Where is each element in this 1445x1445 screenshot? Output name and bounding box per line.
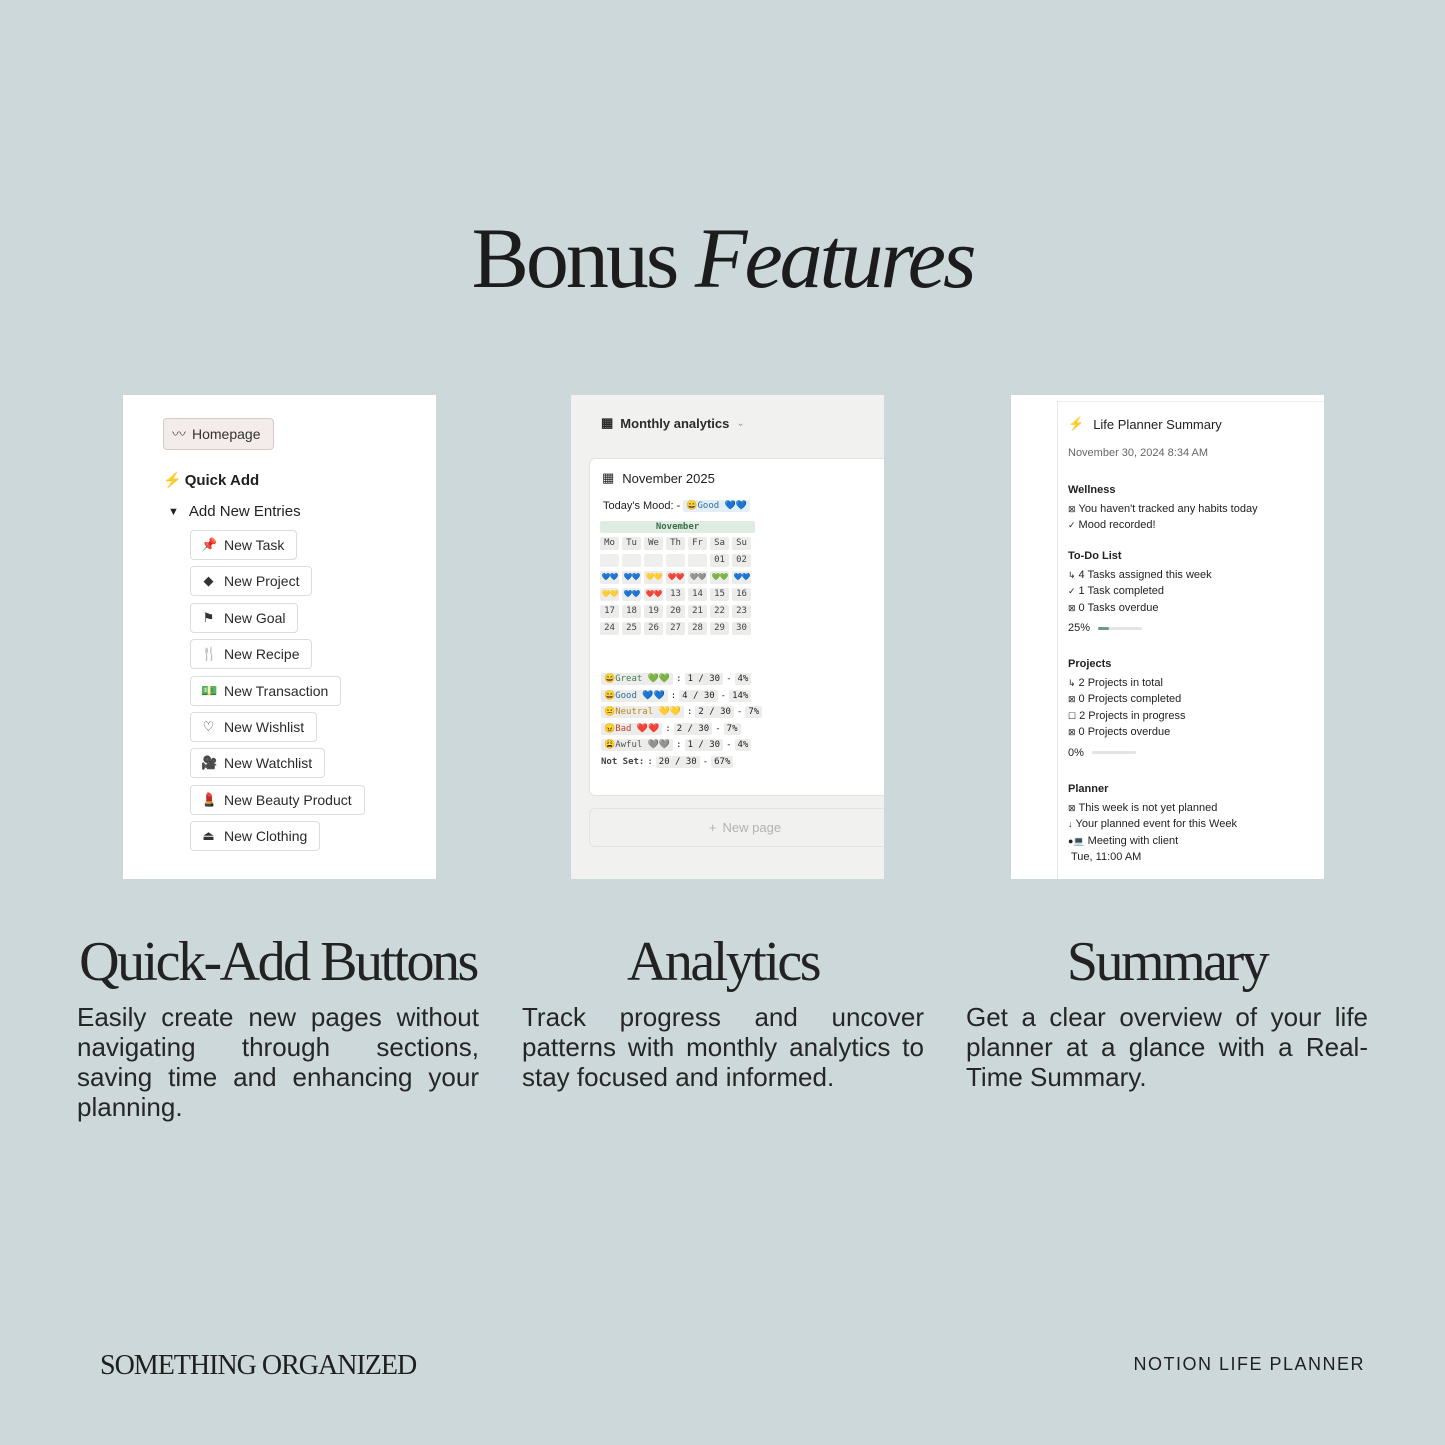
lightning-icon: ⚡ bbox=[163, 472, 182, 489]
mood-calendar bbox=[600, 521, 755, 635]
quick-add-button-label: New Watchlist bbox=[224, 755, 313, 772]
separator: - bbox=[726, 674, 732, 685]
projects-row-text: 2 Projects in progress bbox=[1079, 709, 1186, 722]
calendar-day: ❤️❤️ bbox=[644, 588, 663, 601]
status-icon: ⊠ bbox=[1068, 694, 1076, 704]
calendar-day: 💛💛 bbox=[600, 588, 619, 601]
projects-row-text: 2 Projects in total bbox=[1078, 676, 1163, 689]
mood-stat-count: 1 / 30 bbox=[685, 739, 724, 751]
calendar-icon: ▦ bbox=[601, 415, 614, 430]
product-name: NOTION LIFE PLANNER bbox=[1133, 1354, 1365, 1374]
quick-add-button[interactable] bbox=[190, 603, 298, 633]
progress-label: 0% bbox=[1068, 746, 1084, 759]
mood-value: 😄Good 💙💙 bbox=[683, 500, 750, 512]
progress-track bbox=[1098, 627, 1142, 630]
mood-stat-label: 😐Neutral 💛💛 bbox=[601, 706, 684, 718]
analytics-page-card[interactable] bbox=[589, 458, 884, 796]
calendar-day: 22 bbox=[710, 605, 729, 618]
planner-row bbox=[1068, 833, 1237, 850]
separator: : bbox=[670, 690, 677, 701]
separator: : bbox=[676, 740, 682, 751]
new-page-label: New page bbox=[722, 820, 782, 835]
planner-row bbox=[1068, 800, 1237, 817]
camera-icon: 🎥 bbox=[201, 755, 218, 771]
todo-row bbox=[1068, 567, 1212, 584]
calendar-day: 20 bbox=[666, 605, 685, 618]
status-icon: ⊠ bbox=[1068, 503, 1076, 514]
calendar-day bbox=[622, 554, 641, 567]
projects-row bbox=[1068, 724, 1185, 741]
todo-section bbox=[1068, 548, 1212, 637]
separator: - bbox=[720, 690, 727, 701]
progress-track bbox=[1092, 751, 1136, 754]
quick-add-button[interactable] bbox=[190, 821, 320, 851]
shapes-icon: ◆ bbox=[203, 573, 214, 589]
calendar-month: November bbox=[600, 521, 755, 533]
view-label: Monthly analytics bbox=[620, 415, 730, 431]
todo-row-text: 0 Tasks overdue bbox=[1078, 601, 1159, 614]
weekday-header: Su bbox=[732, 537, 751, 550]
mood-stat-percent: 67% bbox=[711, 756, 733, 768]
calendar-day: 24 bbox=[600, 622, 619, 635]
planner-row-text: This week is not yet planned bbox=[1078, 801, 1218, 814]
status-icon: ✓ bbox=[1068, 520, 1076, 530]
calendar-day: 26 bbox=[644, 622, 663, 635]
projects-row bbox=[1068, 675, 1185, 692]
quick-add-button-label: New Recipe bbox=[224, 646, 300, 663]
quick-add-heading bbox=[163, 471, 259, 489]
projects-progress bbox=[1068, 745, 1185, 762]
calendar-day: 🩶🩶 bbox=[688, 571, 707, 584]
todo-row-text: 4 Tasks assigned this week bbox=[1078, 568, 1212, 581]
calendar-day bbox=[666, 554, 685, 567]
quick-add-button[interactable] bbox=[190, 676, 341, 706]
page-title-text: November 2025 bbox=[622, 470, 715, 486]
mood-stat-count: 2 / 30 bbox=[695, 706, 734, 718]
status-icon: ⊠ bbox=[1068, 727, 1076, 737]
weekday-header: Mo bbox=[600, 537, 619, 550]
mood-stat-row bbox=[601, 721, 762, 738]
quick-add-button-label: New Transaction bbox=[224, 682, 329, 699]
wave-icon: 〰 bbox=[172, 426, 186, 442]
summary-date: November 30, 2024 8:34 AM bbox=[1068, 447, 1209, 459]
calendar-day: 02 bbox=[732, 554, 751, 567]
separator: : bbox=[676, 674, 682, 685]
status-icon: ☐ bbox=[1068, 710, 1077, 721]
homepage-label: Homepage bbox=[192, 426, 261, 442]
weekday-header: Fr bbox=[688, 537, 707, 550]
weekday-header: Tu bbox=[622, 537, 641, 550]
view-selector[interactable] bbox=[601, 415, 745, 431]
homepage-link[interactable] bbox=[163, 418, 274, 450]
calendar-day: 18 bbox=[622, 605, 641, 618]
status-icon: ↳ bbox=[1068, 677, 1076, 688]
mood-stat-percent: 7% bbox=[724, 723, 741, 735]
calendar-grid bbox=[600, 537, 755, 635]
wellness-heading: Wellness bbox=[1068, 484, 1116, 496]
quick-add-button[interactable] bbox=[190, 785, 365, 815]
page-title bbox=[0, 208, 1445, 308]
quick-add-button[interactable] bbox=[190, 530, 297, 560]
feature-title-analytics: Analytics bbox=[626, 931, 820, 993]
mood-stat-count: 4 / 30 bbox=[679, 690, 718, 702]
plus-icon: + bbox=[708, 820, 717, 835]
weekday-header: We bbox=[644, 537, 663, 550]
todo-row bbox=[1068, 600, 1212, 617]
mood-stat-count: 2 / 30 bbox=[674, 723, 713, 735]
mood-stat-percent: 14% bbox=[729, 690, 751, 702]
projects-heading: Projects bbox=[1068, 658, 1112, 670]
status-icon: ●💻 bbox=[1068, 835, 1085, 846]
title-part-regular: Bonus bbox=[471, 209, 677, 306]
calendar-day: 17 bbox=[600, 605, 619, 618]
calendar-day: 15 bbox=[710, 588, 729, 601]
todo-progress bbox=[1068, 620, 1212, 637]
heart-icon: ♡ bbox=[202, 719, 215, 734]
wellness-row-text: You haven't tracked any habits today bbox=[1078, 502, 1258, 515]
analytics-screenshot bbox=[571, 395, 884, 879]
calendar-day bbox=[688, 554, 707, 567]
mood-stat-label: 😄Good 💙💙 bbox=[601, 690, 668, 702]
separator: - bbox=[715, 723, 721, 734]
hanger-icon: ⏏ bbox=[202, 828, 215, 844]
status-icon: ↳ bbox=[1068, 569, 1076, 580]
weekday-header: Sa bbox=[710, 537, 729, 550]
quick-add-button[interactable] bbox=[190, 748, 325, 778]
separator: - bbox=[726, 740, 732, 751]
summary-panel bbox=[1057, 401, 1324, 879]
pin-icon: 📌 bbox=[201, 537, 218, 552]
quick-add-button-label: New Beauty Product bbox=[224, 791, 352, 808]
wellness-row bbox=[1068, 517, 1258, 534]
todo-row-text: 1 Task completed bbox=[1078, 585, 1164, 597]
planner-row-text: Tue, 11:00 AM bbox=[1071, 851, 1142, 863]
progress-label: 25% bbox=[1068, 622, 1091, 634]
quick-add-button-label: New Task bbox=[224, 537, 285, 553]
mood-stat-row bbox=[601, 754, 762, 771]
calendar-day: 💛💛 bbox=[644, 571, 663, 584]
calendar-day: 💚💚 bbox=[710, 571, 729, 584]
planner-section bbox=[1068, 781, 1237, 866]
projects-row bbox=[1068, 708, 1185, 725]
new-page-button[interactable] bbox=[589, 808, 884, 847]
mood-stat-percent: 4% bbox=[735, 739, 752, 751]
planner-row bbox=[1068, 849, 1237, 866]
quick-add-button[interactable] bbox=[190, 712, 317, 742]
wellness-row-text: Mood recorded! bbox=[1078, 519, 1156, 531]
mood-stat-label: 😠Bad ❤️❤️ bbox=[601, 723, 662, 735]
calendar-day: 21 bbox=[688, 605, 707, 618]
todo-heading: To-Do List bbox=[1068, 550, 1122, 562]
calendar-day: ❤️❤️ bbox=[666, 571, 685, 584]
separator: : bbox=[686, 707, 693, 718]
feature-desc-summary: Get a clear overview of your life planner at a glance with a Real-Time Summary. bbox=[966, 1002, 1368, 1092]
calendar-day: 27 bbox=[666, 622, 685, 635]
calendar-day: 25 bbox=[622, 622, 641, 635]
quick-add-button-label: New Project bbox=[224, 573, 300, 590]
calendar-day: 💙💙 bbox=[622, 571, 641, 584]
calendar-day: 💙💙 bbox=[622, 588, 641, 601]
mood-stat-count: 1 / 30 bbox=[685, 673, 724, 685]
calendar-day: 💙💙 bbox=[600, 571, 619, 584]
analytics-page-title bbox=[602, 470, 715, 486]
calendar-day: 13 bbox=[666, 588, 685, 601]
planner-heading: Planner bbox=[1068, 783, 1109, 795]
mood-label: Today's Mood: - bbox=[603, 500, 681, 512]
mood-stats bbox=[601, 671, 762, 770]
calendar-day: 28 bbox=[688, 622, 707, 635]
mood-stat-row bbox=[601, 737, 762, 754]
feature-desc-quickadd: Easily create new pages without navigating through sections, saving time and enhancing your planning. bbox=[77, 1002, 479, 1122]
quick-add-screenshot bbox=[123, 395, 436, 879]
mood-stat-count: 20 / 30 bbox=[656, 756, 700, 768]
mood-stat-row bbox=[601, 704, 762, 721]
feature-desc-analytics: Track progress and uncover patterns with monthly analytics to stay focused and informed. bbox=[522, 1002, 924, 1092]
feature-title-quickadd: Quick-Add Buttons bbox=[79, 931, 477, 993]
separator: - bbox=[702, 756, 709, 767]
summary-title bbox=[1068, 416, 1222, 432]
today-mood bbox=[603, 500, 750, 512]
summary-title-text: Life Planner Summary bbox=[1093, 416, 1222, 432]
money-icon: 💵 bbox=[201, 682, 218, 698]
mood-stat-percent: 7% bbox=[745, 706, 762, 718]
mood-stat-label: 😄Great 💚💚 bbox=[601, 673, 673, 685]
progress-fill bbox=[1098, 627, 1109, 630]
flag-icon: ⚑ bbox=[202, 609, 215, 625]
mood-stat-row bbox=[601, 688, 762, 705]
status-icon: ↓ bbox=[1068, 819, 1073, 829]
add-new-entries-toggle[interactable] bbox=[168, 503, 301, 520]
title-part-italic: Features bbox=[694, 209, 974, 306]
wellness-row bbox=[1068, 501, 1258, 518]
calendar-day: 01 bbox=[710, 554, 729, 567]
quick-add-button-label: New Wishlist bbox=[224, 719, 305, 735]
projects-row-text: 0 Projects completed bbox=[1078, 693, 1182, 705]
projects-section bbox=[1068, 656, 1185, 761]
projects-row bbox=[1068, 691, 1185, 708]
planner-row bbox=[1068, 816, 1237, 833]
mood-stat-label: 😩Awful 🩶🩶 bbox=[601, 739, 673, 751]
calendar-day: 16 bbox=[732, 588, 751, 601]
summary-screenshot bbox=[1011, 395, 1324, 879]
calendar-day: 14 bbox=[688, 588, 707, 601]
separator: : bbox=[647, 756, 653, 767]
calendar-day: 29 bbox=[710, 622, 729, 635]
calendar-day: 23 bbox=[732, 605, 751, 618]
chevron-down-icon: ⌄ bbox=[736, 417, 745, 429]
calendar-day bbox=[600, 554, 619, 567]
calendar-day: 19 bbox=[644, 605, 663, 618]
lipstick-icon: 💄 bbox=[201, 791, 218, 807]
mood-stat-percent: 4% bbox=[735, 673, 752, 685]
status-icon: ⊠ bbox=[1068, 602, 1076, 613]
calendar-icon: ▦ bbox=[602, 470, 615, 485]
feature-title-summary: Summary bbox=[1066, 931, 1268, 993]
separator: : bbox=[665, 723, 671, 734]
mood-stat-label: Not Set: bbox=[601, 756, 645, 767]
quick-add-button-label: New Clothing bbox=[224, 828, 308, 845]
brand-name: SOMETHING ORGANIZED bbox=[100, 1350, 417, 1381]
quick-add-label: Quick Add bbox=[184, 471, 260, 489]
calendar-day: 30 bbox=[732, 622, 751, 635]
calendar-day: 💙💙 bbox=[732, 571, 751, 584]
projects-row-text: 0 Projects overdue bbox=[1078, 726, 1171, 738]
status-icon: ⊠ bbox=[1068, 802, 1076, 813]
status-icon: ✓ bbox=[1068, 586, 1076, 596]
fork-knife-icon: 🍴 bbox=[201, 646, 218, 662]
quick-add-button[interactable] bbox=[190, 639, 312, 669]
todo-row bbox=[1068, 583, 1212, 600]
weekday-header: Th bbox=[666, 537, 685, 550]
mood-stat-row bbox=[601, 671, 762, 688]
toggle-label: Add New Entries bbox=[188, 503, 301, 520]
quick-add-button-label: New Goal bbox=[224, 609, 286, 626]
calendar-day bbox=[644, 554, 663, 567]
planner-row-text: Meeting with client bbox=[1087, 834, 1179, 847]
separator: - bbox=[736, 707, 743, 718]
wellness-section bbox=[1068, 482, 1258, 534]
planner-row-text: Your planned event for this Week bbox=[1075, 818, 1237, 830]
triangle-down-icon: ▼ bbox=[168, 505, 179, 518]
quick-add-button[interactable] bbox=[190, 566, 312, 596]
lightning-icon: ⚡ bbox=[1068, 416, 1085, 431]
